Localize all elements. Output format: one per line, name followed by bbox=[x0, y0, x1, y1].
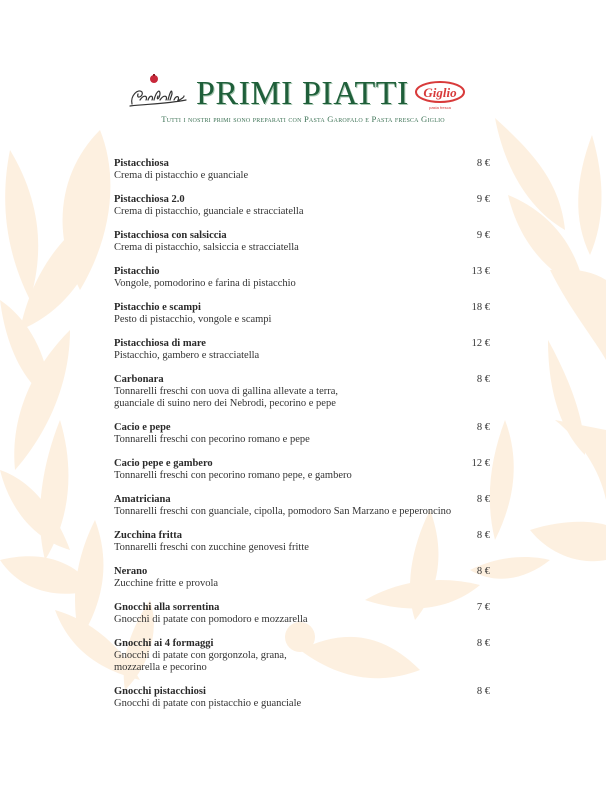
dish-description: Zucchine fritte e provola bbox=[114, 578, 219, 589]
dish-description: Tonnarelli freschi con zucchine genovesi fritte bbox=[114, 542, 309, 553]
dish-price: 8 € bbox=[476, 494, 490, 505]
menu-item bbox=[114, 638, 490, 674]
dish-description: Pistacchio, gambero e stracciatella bbox=[114, 350, 260, 361]
giglio-logo-icon bbox=[412, 78, 468, 112]
menu-item bbox=[114, 194, 490, 218]
menu-item bbox=[114, 374, 490, 410]
menu-item bbox=[114, 686, 490, 710]
menu-item bbox=[114, 602, 490, 626]
menu-header bbox=[0, 64, 606, 134]
dish-description: Vongole, pomodorino e farina di pistacchio bbox=[114, 278, 296, 289]
dish-description: Tonnarelli freschi con guanciale, cipolla, pomodoro San Marzano e peperoncino bbox=[114, 506, 452, 517]
dish-description: Crema di pistacchio e guanciale bbox=[114, 170, 249, 181]
dish-name: Gnocchi pistacchiosi bbox=[114, 686, 206, 697]
dish-price: 8 € bbox=[476, 686, 490, 697]
dish-price: 18 € bbox=[471, 302, 490, 313]
dish-name: Pistacchiosa bbox=[114, 158, 169, 169]
page-title: PRIMI PIATTI bbox=[196, 75, 409, 112]
dish-description-line2: guanciale di suino nero dei Nebrodi, pecorino e pepe bbox=[114, 398, 336, 409]
dish-name: Cacio pepe e gambero bbox=[114, 458, 213, 469]
dish-name: Pistacchiosa di mare bbox=[114, 338, 206, 349]
dish-name: Gnocchi alla sorrentina bbox=[114, 602, 220, 613]
dish-name: Pistacchiosa 2.0 bbox=[114, 194, 185, 205]
menu-item bbox=[114, 338, 490, 362]
menu-item bbox=[114, 530, 490, 554]
svg-text:pasta fresca: pasta fresca bbox=[429, 105, 451, 110]
svg-text:Giglio: Giglio bbox=[423, 85, 457, 100]
page-subtitle: Tutti i nostri primi sono preparati con Pasta Garofalo e Pasta fresca Giglio bbox=[161, 114, 445, 124]
dish-description: Tonnarelli freschi con pecorino romano e pepe bbox=[114, 434, 310, 445]
dish-price: 13 € bbox=[471, 266, 490, 277]
menu-list bbox=[114, 158, 490, 722]
dish-price: 9 € bbox=[476, 230, 490, 241]
dish-price: 8 € bbox=[476, 374, 490, 385]
dish-price: 8 € bbox=[476, 158, 490, 169]
garofalo-logo-icon bbox=[126, 70, 188, 112]
dish-name: Pistacchiosa con salsiccia bbox=[114, 230, 227, 241]
dish-price: 12 € bbox=[471, 458, 490, 469]
dish-price: 7 € bbox=[476, 602, 490, 613]
dish-price: 12 € bbox=[471, 338, 490, 349]
dish-price: 8 € bbox=[476, 566, 490, 577]
dish-description: Gnocchi di patate con pistacchio e guanciale bbox=[114, 698, 302, 709]
dish-name: Zucchina fritta bbox=[114, 530, 182, 541]
dish-description: Crema di pistacchio, guanciale e stracciatella bbox=[114, 206, 304, 217]
dish-description: Gnocchi di patate con pomodoro e mozzarella bbox=[114, 614, 308, 625]
dish-name: Pistacchio e scampi bbox=[114, 302, 201, 313]
dish-name: Gnocchi ai 4 formaggi bbox=[114, 638, 214, 649]
menu-item bbox=[114, 158, 490, 182]
menu-item bbox=[114, 494, 490, 518]
dish-name: Nerano bbox=[114, 566, 148, 577]
dish-name: Cacio e pepe bbox=[114, 422, 171, 433]
dish-name: Amatriciana bbox=[114, 494, 171, 505]
dish-price: 8 € bbox=[476, 638, 490, 649]
dish-price: 8 € bbox=[476, 422, 490, 433]
menu-item bbox=[114, 230, 490, 254]
dish-description: Tonnarelli freschi con pecorino romano pepe, e gambero bbox=[114, 470, 352, 481]
menu-item bbox=[114, 458, 490, 482]
dish-description: Pesto di pistacchio, vongole e scampi bbox=[114, 314, 272, 325]
menu-item bbox=[114, 302, 490, 326]
dish-description: Crema di pistacchio, salsiccia e stracciatella bbox=[114, 242, 299, 253]
menu-item bbox=[114, 266, 490, 290]
dish-description-line2: mozzarella e pecorino bbox=[114, 662, 207, 673]
dish-price: 8 € bbox=[476, 530, 490, 541]
dish-description: Gnocchi di patate con gorgonzola, grana, bbox=[114, 650, 287, 661]
dish-name: Pistacchio bbox=[114, 266, 160, 277]
dish-price: 9 € bbox=[476, 194, 490, 205]
dish-name: Carbonara bbox=[114, 374, 164, 385]
menu-item bbox=[114, 422, 490, 446]
menu-item bbox=[114, 566, 490, 590]
dish-description: Tonnarelli freschi con uova di gallina allevate a terra, bbox=[114, 386, 339, 397]
